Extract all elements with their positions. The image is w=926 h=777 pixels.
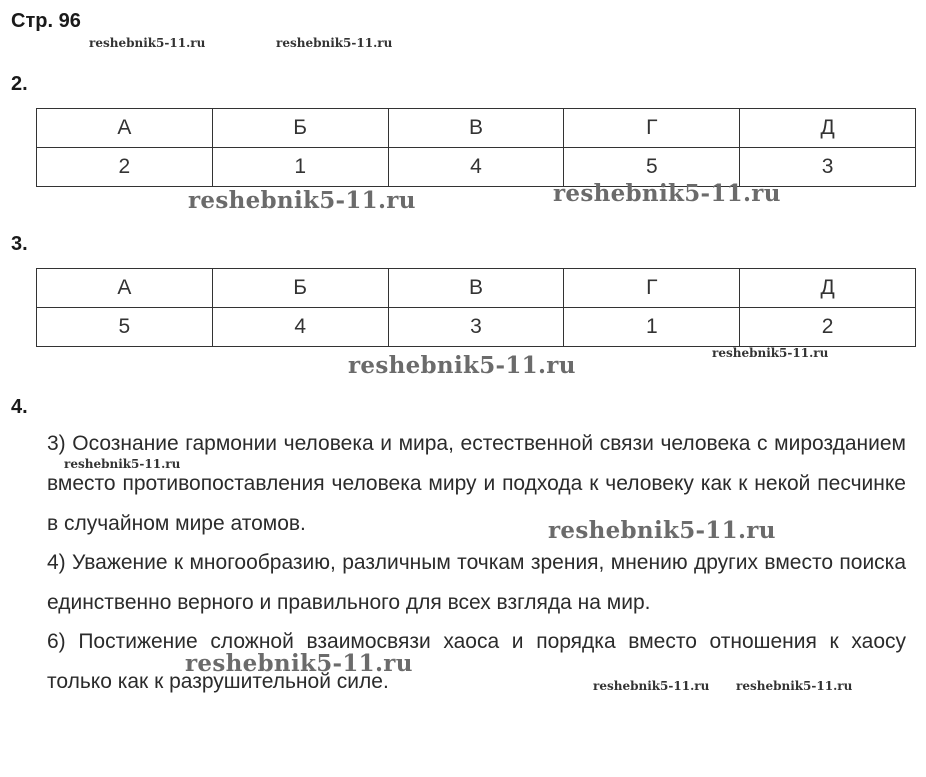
answer-paragraph: 6) Постижение сложной взаимосвязи хаоса и порядка вместо отношения к хаосу только как к разрушительной силе. — [47, 630, 906, 693]
table-cell: 3 — [388, 308, 564, 347]
watermark: reshebnik5-11.ru — [593, 679, 710, 693]
table-cell: 4 — [388, 148, 564, 187]
task-3-number: 3. — [11, 233, 28, 255]
task-2-number: 2. — [11, 73, 28, 95]
table-cell: 1 — [212, 148, 388, 187]
watermark: reshebnik5-11.ru — [736, 679, 853, 693]
task-4-number: 4. — [11, 396, 28, 418]
watermark: reshebnik5-11.ru — [89, 36, 206, 50]
table-header-row — [37, 109, 916, 148]
table-header-cell: А — [37, 109, 213, 148]
table-header-cell: Г — [564, 269, 740, 308]
table-header-cell: Б — [212, 269, 388, 308]
table-cell: 2 — [740, 308, 916, 347]
table-header-cell: Д — [740, 269, 916, 308]
table-row — [37, 308, 916, 347]
watermark: reshebnik5-11.ru — [553, 180, 781, 207]
table-header-cell: Г — [564, 109, 740, 148]
page-title: Стр. 96 — [11, 10, 81, 32]
watermark: reshebnik5-11.ru — [185, 650, 413, 677]
table-cell: 5 — [564, 148, 740, 187]
table-header-row — [37, 269, 916, 308]
task-2-table — [36, 108, 916, 187]
task-3-table — [36, 268, 916, 347]
watermark: reshebnik5-11.ru — [64, 457, 181, 471]
watermark: reshebnik5-11.ru — [348, 352, 576, 379]
table-row — [37, 148, 916, 187]
table-header-cell: Д — [740, 109, 916, 148]
watermark: reshebnik5-11.ru — [548, 517, 776, 544]
table-cell: 3 — [740, 148, 916, 187]
table-cell: 2 — [37, 148, 213, 187]
table-cell: 5 — [37, 308, 213, 347]
table-header-cell: В — [388, 109, 564, 148]
table-cell: 1 — [564, 308, 740, 347]
watermark: reshebnik5-11.ru — [188, 187, 416, 214]
watermark: reshebnik5-11.ru — [712, 346, 829, 360]
table-cell: 4 — [212, 308, 388, 347]
watermark: reshebnik5-11.ru — [276, 36, 393, 50]
table-header-cell: А — [37, 269, 213, 308]
answer-paragraph: 4) Уважение к многообразию, различным точкам зрения, мнению других вместо поиска единственно верного и правильного для всех взгляда на мир. — [47, 551, 906, 614]
answer-paragraph: 3) Осознание гармонии человека и мира, естественной связи человека с мирозданием вместо противопоставления человека миру и подхода к человеку как к некой песчинке в случайном мире атомов. — [47, 432, 906, 535]
table-header-cell: В — [388, 269, 564, 308]
table-header-cell: Б — [212, 109, 388, 148]
